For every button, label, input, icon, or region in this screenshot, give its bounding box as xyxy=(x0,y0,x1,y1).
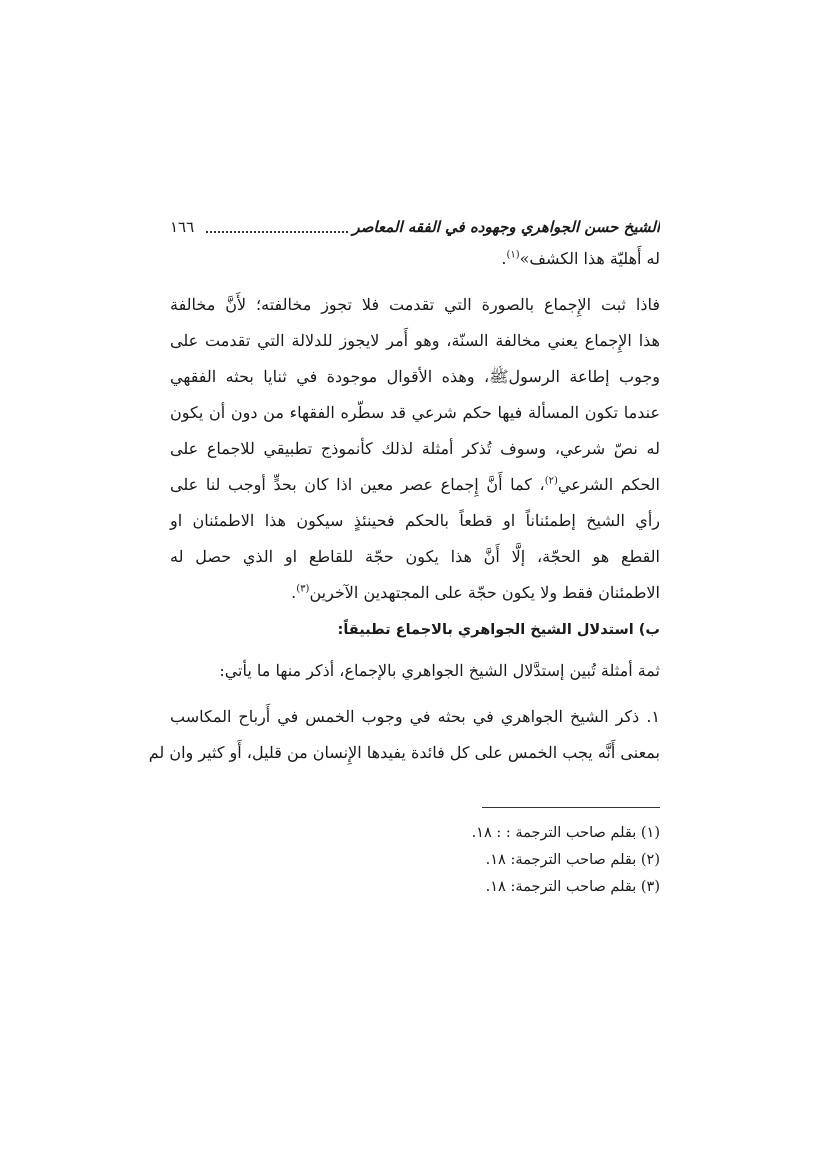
text-line: الحكم الشرعي$^{(٢)}$، كما أَنَّ إِجماع عصر معين اذا كان بحدٍّ أوجب لنا على xyxy=(170,475,660,494)
footnote-ref: (١) xyxy=(506,249,520,261)
footnote-ref: (٢) xyxy=(544,475,558,487)
page-number: ١٦٦ xyxy=(170,213,196,241)
text-line: فاذا ثبت الإِجماع بالصورة التي تقدمت فلا تجوز مخالفته؛ لأَنَّ مخالفة xyxy=(170,295,660,314)
text-line: بمعنى أَنَّه يجب الخمس على كل فائدة يفيدها الإِنسان من قليل، أَو كثير وان لم xyxy=(148,743,660,762)
header-title: الشيخ حسن الجواهري وجهوده في الفقه المعاصر xyxy=(350,213,660,241)
footnote-item: (٣) بقلم صاحب الترجمة: ١٨. xyxy=(485,879,660,895)
text-line: ١. ذكر الشيخ الجواهري في بحثه في وجوب الخمس في أَرباح المكاسب xyxy=(170,707,660,726)
footnote-separator xyxy=(482,807,660,808)
section-heading: ب) استدلال الشيخ الجواهري بالاجماع تطبيقاً: xyxy=(337,622,660,638)
text-line: عندما تكون المسألة فيها حكم شرعي قد سطّره الفقهاء من دون أن يكون xyxy=(170,403,660,422)
footnotes xyxy=(170,820,660,901)
footnote-ref: (٣) xyxy=(296,583,310,595)
text-line: القطع هو الحجّة، إلَّا أَنَّ هذا يكون حجّة للقاطع او الذي حصل له xyxy=(170,547,660,566)
body-text xyxy=(148,241,660,771)
footnote-item: (١) بقلم صاحب الترجمة : : ١٨. xyxy=(471,825,660,841)
text-line: له أَهليّة هذا الكشف»$^{(١)}$. xyxy=(501,249,660,268)
running-header xyxy=(170,213,660,241)
text-line: له نصّ شرعي، وسوف تُذكر أمثلة لذلك كأنموذج تطبيقي للاجماع على xyxy=(170,439,660,458)
text-line: رأي الشيخ إطمئناناً او قطعاً بالحكم فحينئذٍ سيكون هذا الاطمئنان او xyxy=(170,511,660,530)
book-page xyxy=(148,213,660,901)
text-line: هذا الإِجماع يعني مخالفة السنّة، وهو أَمر لايجوز للدلالة التي تقدمت على xyxy=(170,331,660,350)
text-line: الاطمئنان فقط ولا يكون حجّة على المجتهدين الآخرين$^{(٣)}$. xyxy=(291,583,660,602)
text-line: وجوب إطاعة الرسولﷺ، وهذه الأقوال موجودة في ثنايا بحثه الفقهي xyxy=(170,367,660,386)
footnote-item: (٢) بقلم صاحب الترجمة: ١٨. xyxy=(485,852,660,868)
text-line: ثمة أمثلة تُبين إستدَّلال الشيخ الجواهري بالإجماع، أذكر منها ما يأتي: xyxy=(219,661,660,680)
